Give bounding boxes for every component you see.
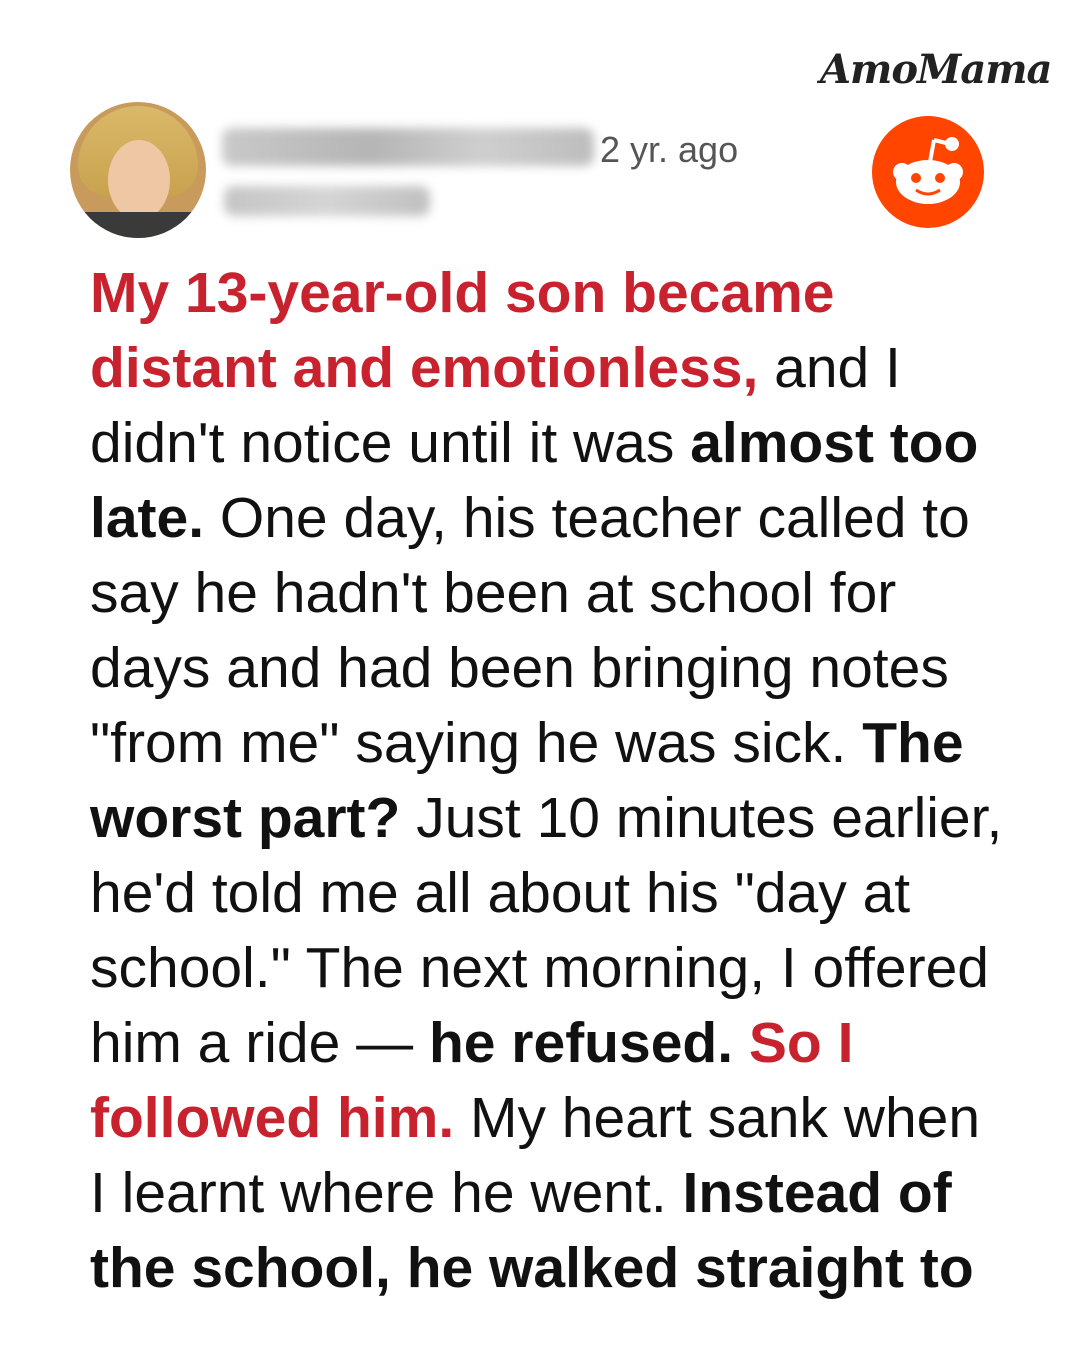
post-segment: My heart sank when I learnt where he went. (90, 1086, 981, 1225)
post-segment (733, 1011, 749, 1075)
post-segment: Instead of the school, he walked straight to (90, 1161, 974, 1300)
brand-logo: AmoMama (820, 46, 1052, 93)
post-segment: he refused. (428, 1011, 734, 1075)
user-avatar[interactable] (70, 102, 206, 238)
subreddit-blurred[interactable] (224, 186, 430, 216)
post-segment: and I didn't notice until it was (90, 336, 901, 475)
post-segment: So I followed him. (90, 1011, 854, 1150)
post-segment: Just 10 minutes earlier, he'd told me all about his "day at school." The next morning, I offered him a ride — (90, 786, 1003, 1075)
avatar-shirt (70, 212, 206, 238)
post-segment: The worst part? (90, 711, 964, 850)
post-segment: One day, his teacher called to say he hadn't been at school for days and had been bringing notes "from me" saying he was sick. (90, 486, 970, 775)
avatar-face (108, 140, 170, 220)
post-timestamp: 2 yr. ago (600, 129, 739, 170)
post-body (90, 256, 1010, 1306)
reddit-snoo-icon (872, 116, 984, 228)
post-segment: almost too late. (90, 411, 979, 550)
username-blurred[interactable] (222, 128, 594, 166)
post-segment: My 13-year-old son became distant and emotionless, (90, 261, 835, 400)
